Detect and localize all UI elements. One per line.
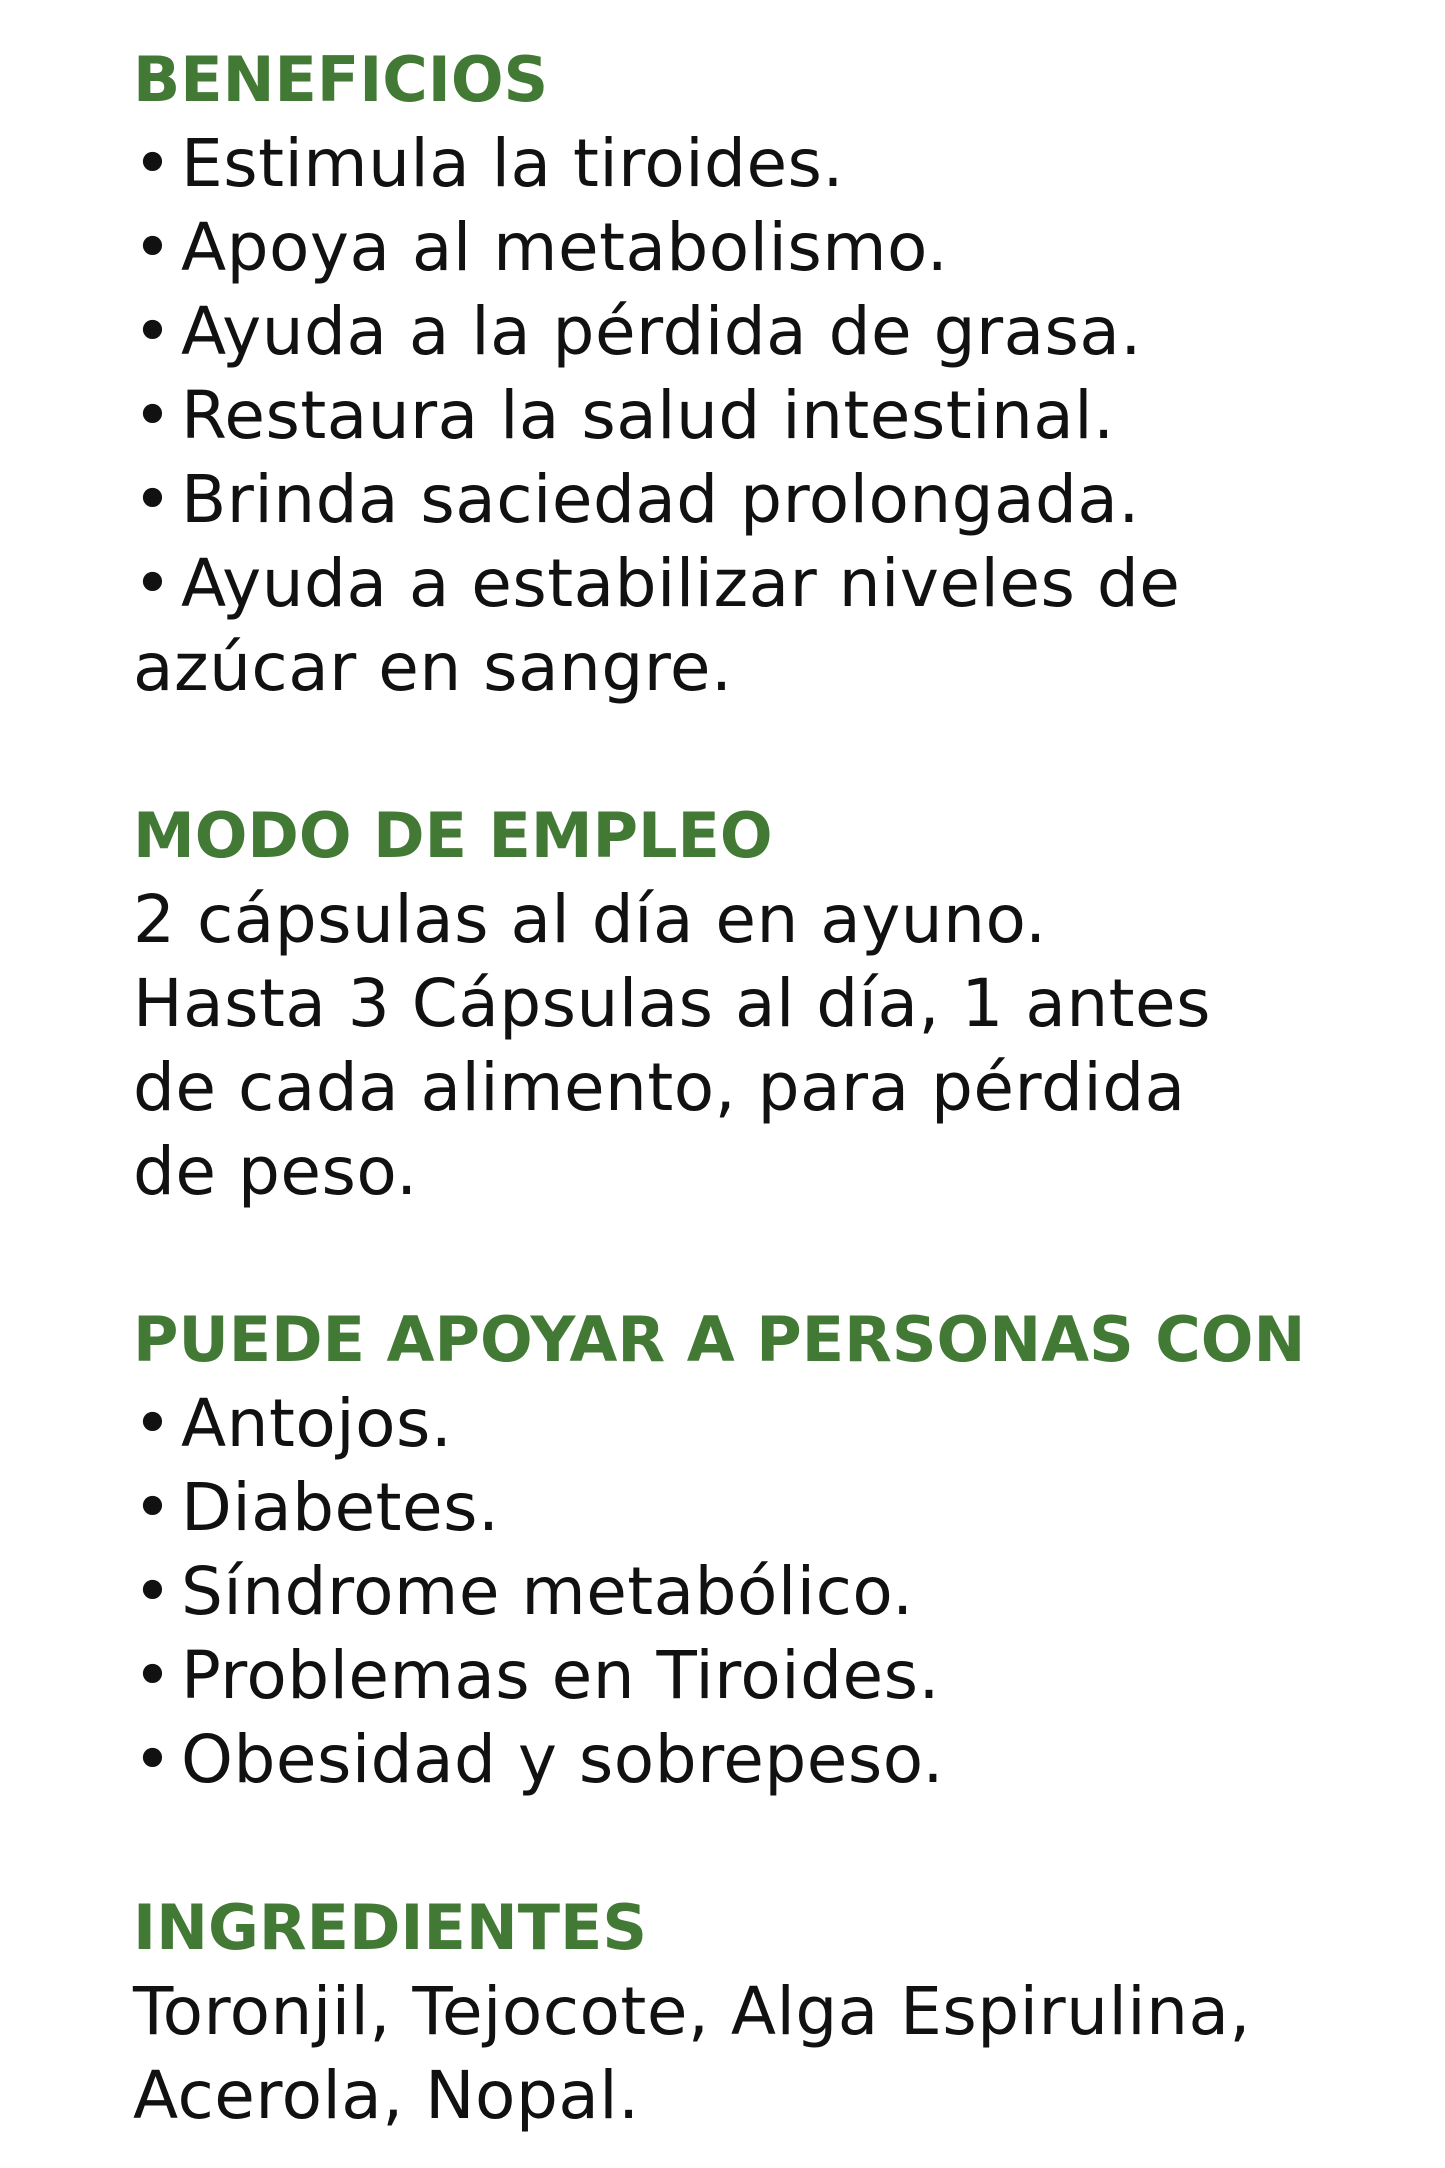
ingredients-line: Toronjil, Tejocote, Alga Espirulina, xyxy=(133,1973,1251,2050)
beneficios-list xyxy=(133,122,1383,626)
list-item: • Problemas en Tiroides. xyxy=(133,1634,1383,1718)
list-item: • Estimula la tiroides. xyxy=(133,122,1383,206)
bullet-icon: • xyxy=(133,1469,173,1546)
list-item: • Diabetes. xyxy=(133,1466,1383,1550)
usage-line: 2 cápsulas al día en ayuno. xyxy=(133,881,1047,958)
list-item: • Apoya al metabolismo. xyxy=(133,206,1383,290)
bullet-icon: • xyxy=(133,1553,173,1630)
bullet-icon: • xyxy=(133,1721,173,1798)
modo-de-empleo-title: MODO DE EMPLEO xyxy=(133,799,773,872)
puede-apoyar-list xyxy=(133,1382,1383,1802)
usage-line: de cada alimento, para pérdida xyxy=(133,1049,1186,1126)
usage-line: Hasta 3 Cápsulas al día, 1 antes xyxy=(133,965,1212,1042)
section-spacer xyxy=(133,1214,1383,1298)
ingredientes-section xyxy=(133,1886,1383,2138)
list-item: • Ayuda a la pérdida de grasa. xyxy=(133,290,1383,374)
list-item: • Brinda saciedad prolongada. xyxy=(133,458,1383,542)
ingredientes-title: INGREDIENTES xyxy=(133,1891,648,1964)
bullet-icon: • xyxy=(133,1385,173,1462)
beneficios-title: BENEFICIOS xyxy=(133,43,549,116)
bullet-icon: • xyxy=(133,545,173,622)
bullet-icon: • xyxy=(133,209,173,286)
bullet-icon: • xyxy=(133,377,173,454)
list-item-continuation: azúcar en sangre. xyxy=(133,629,733,706)
list-item: • Ayuda a estabilizar niveles de xyxy=(133,542,1383,626)
puede-apoyar-title: PUEDE APOYAR A PERSONAS CON xyxy=(133,1303,1306,1376)
list-item: • Obesidad y sobrepeso. xyxy=(133,1718,1383,1802)
beneficios-section xyxy=(133,38,1383,710)
ingredients-line: Acerola, Nopal. xyxy=(133,2057,640,2134)
list-item: • Síndrome metabólico. xyxy=(133,1550,1383,1634)
modo-de-empleo-section xyxy=(133,794,1383,1214)
list-item: • Restaura la salud intestinal. xyxy=(133,374,1383,458)
list-item: • Antojos. xyxy=(133,1382,1383,1466)
bullet-icon: • xyxy=(133,125,173,202)
bullet-icon: • xyxy=(133,461,173,538)
bullet-icon: • xyxy=(133,1637,173,1714)
product-info xyxy=(133,38,1383,2138)
section-spacer xyxy=(133,1802,1383,1886)
bullet-icon: • xyxy=(133,293,173,370)
section-spacer xyxy=(133,710,1383,794)
puede-apoyar-section xyxy=(133,1298,1383,1802)
usage-line: de peso. xyxy=(133,1133,418,1210)
